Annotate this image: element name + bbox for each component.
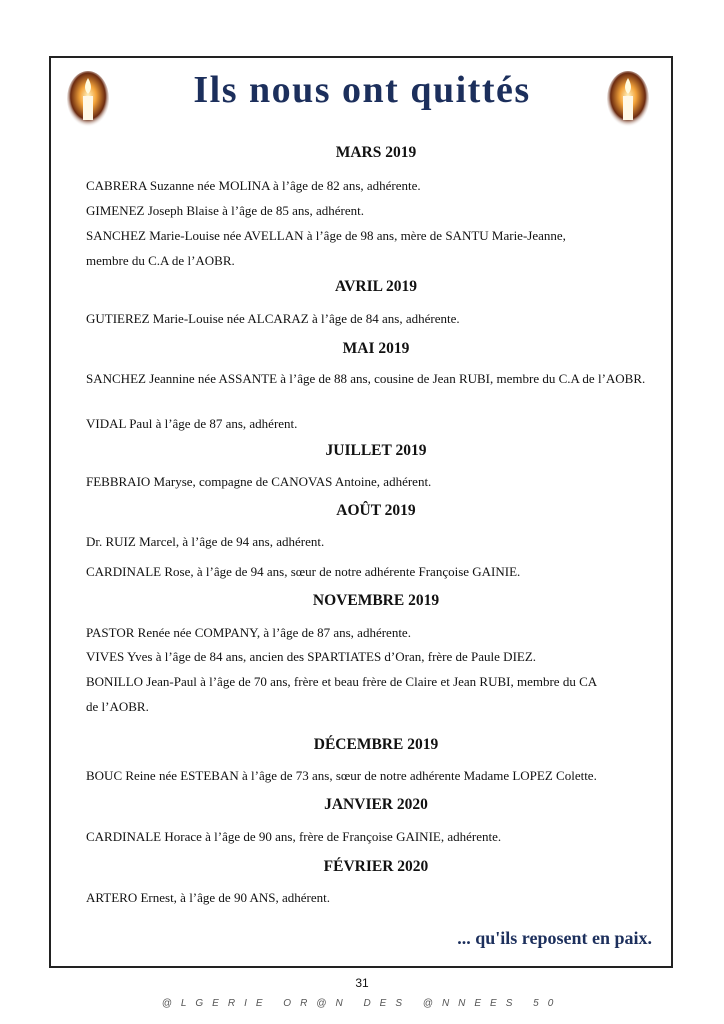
month-heading: DÉCEMBRE 2019 [313,736,439,753]
obituary-entry: SANCHEZ Jeannine née ASSANTE à l’âge de 88 ans, cousine de Jean RUBI, membre du C.A de l’AOBR. [86,371,646,386]
obituary-entry: BONILLO Jean-Paul à l’âge de 70 ans, frère et beau frère de Claire et Jean RUBI, membre du CA [86,674,598,689]
month-heading: NOVEMBRE 2019 [312,592,440,609]
obituary-entry: de l’AOBR. [86,699,149,714]
month-heading: FÉVRIER 2020 [323,858,429,875]
month-heading: MARS 2019 [335,144,417,161]
obituary-entry: GIMENEZ Joseph Blaise à l’âge de 85 ans, adhérent. [86,203,364,218]
page-number: 31 [355,976,369,990]
obituary-entry: GUTIEREZ Marie-Louise née ALCARAZ à l’âge de 84 ans, adhérente. [86,311,460,326]
obituary-entry: membre du C.A de l’AOBR. [86,253,235,268]
obituary-entry: PASTOR Renée née COMPANY, à l’âge de 87 ans, adhérente. [86,625,411,640]
obituary-entry: Dr. RUIZ Marcel, à l’âge de 94 ans, adhérent. [86,534,325,549]
month-heading: MAI 2019 [342,340,410,357]
obituary-entry: VIVES Yves à l’âge de 84 ans, ancien des SPARTIATES d’Oran, frère de Paule DIEZ. [86,649,537,664]
page-title: Ils nous ont quittés [193,69,531,111]
obituary-entry: ARTERO Ernest, à l’âge de 90 ANS, adhérent. [86,890,330,905]
obituary-entry: SANCHEZ Marie-Louise née AVELLAN à l’âge de 98 ans, mère de SANTU Marie-Jeanne, [86,228,566,243]
closing-message: ... qu'ils reposent en paix. [457,928,652,948]
month-heading: AVRIL 2019 [335,278,417,295]
month-heading: JUILLET 2019 [325,442,427,459]
obituary-entry: CARDINALE Horace à l’âge de 90 ans, frère de Françoise GAINIE, adhérente. [86,829,502,844]
obituary-entry: FEBBRAIO Maryse, compagne de CANOVAS Antoine, adhérent. [86,474,432,489]
obituary-entry: BOUC Reine née ESTEBAN à l’âge de 73 ans, sœur de notre adhérente Madame LOPEZ Colette. [86,768,597,783]
month-heading: JANVIER 2020 [324,796,428,813]
month-heading: AOÛT 2019 [336,502,416,519]
footer-text: @LGERIE OR@N DES @NNEES 50 [161,998,563,1009]
obituary-entry: CABRERA Suzanne née MOLINA à l’âge de 82 ans, adhérente. [86,178,421,193]
obituary-entry: VIDAL Paul à l’âge de 87 ans, adhérent. [86,416,298,431]
obituary-entry: CARDINALE Rose, à l’âge de 94 ans, sœur de notre adhérente Françoise GAINIE. [86,564,521,579]
